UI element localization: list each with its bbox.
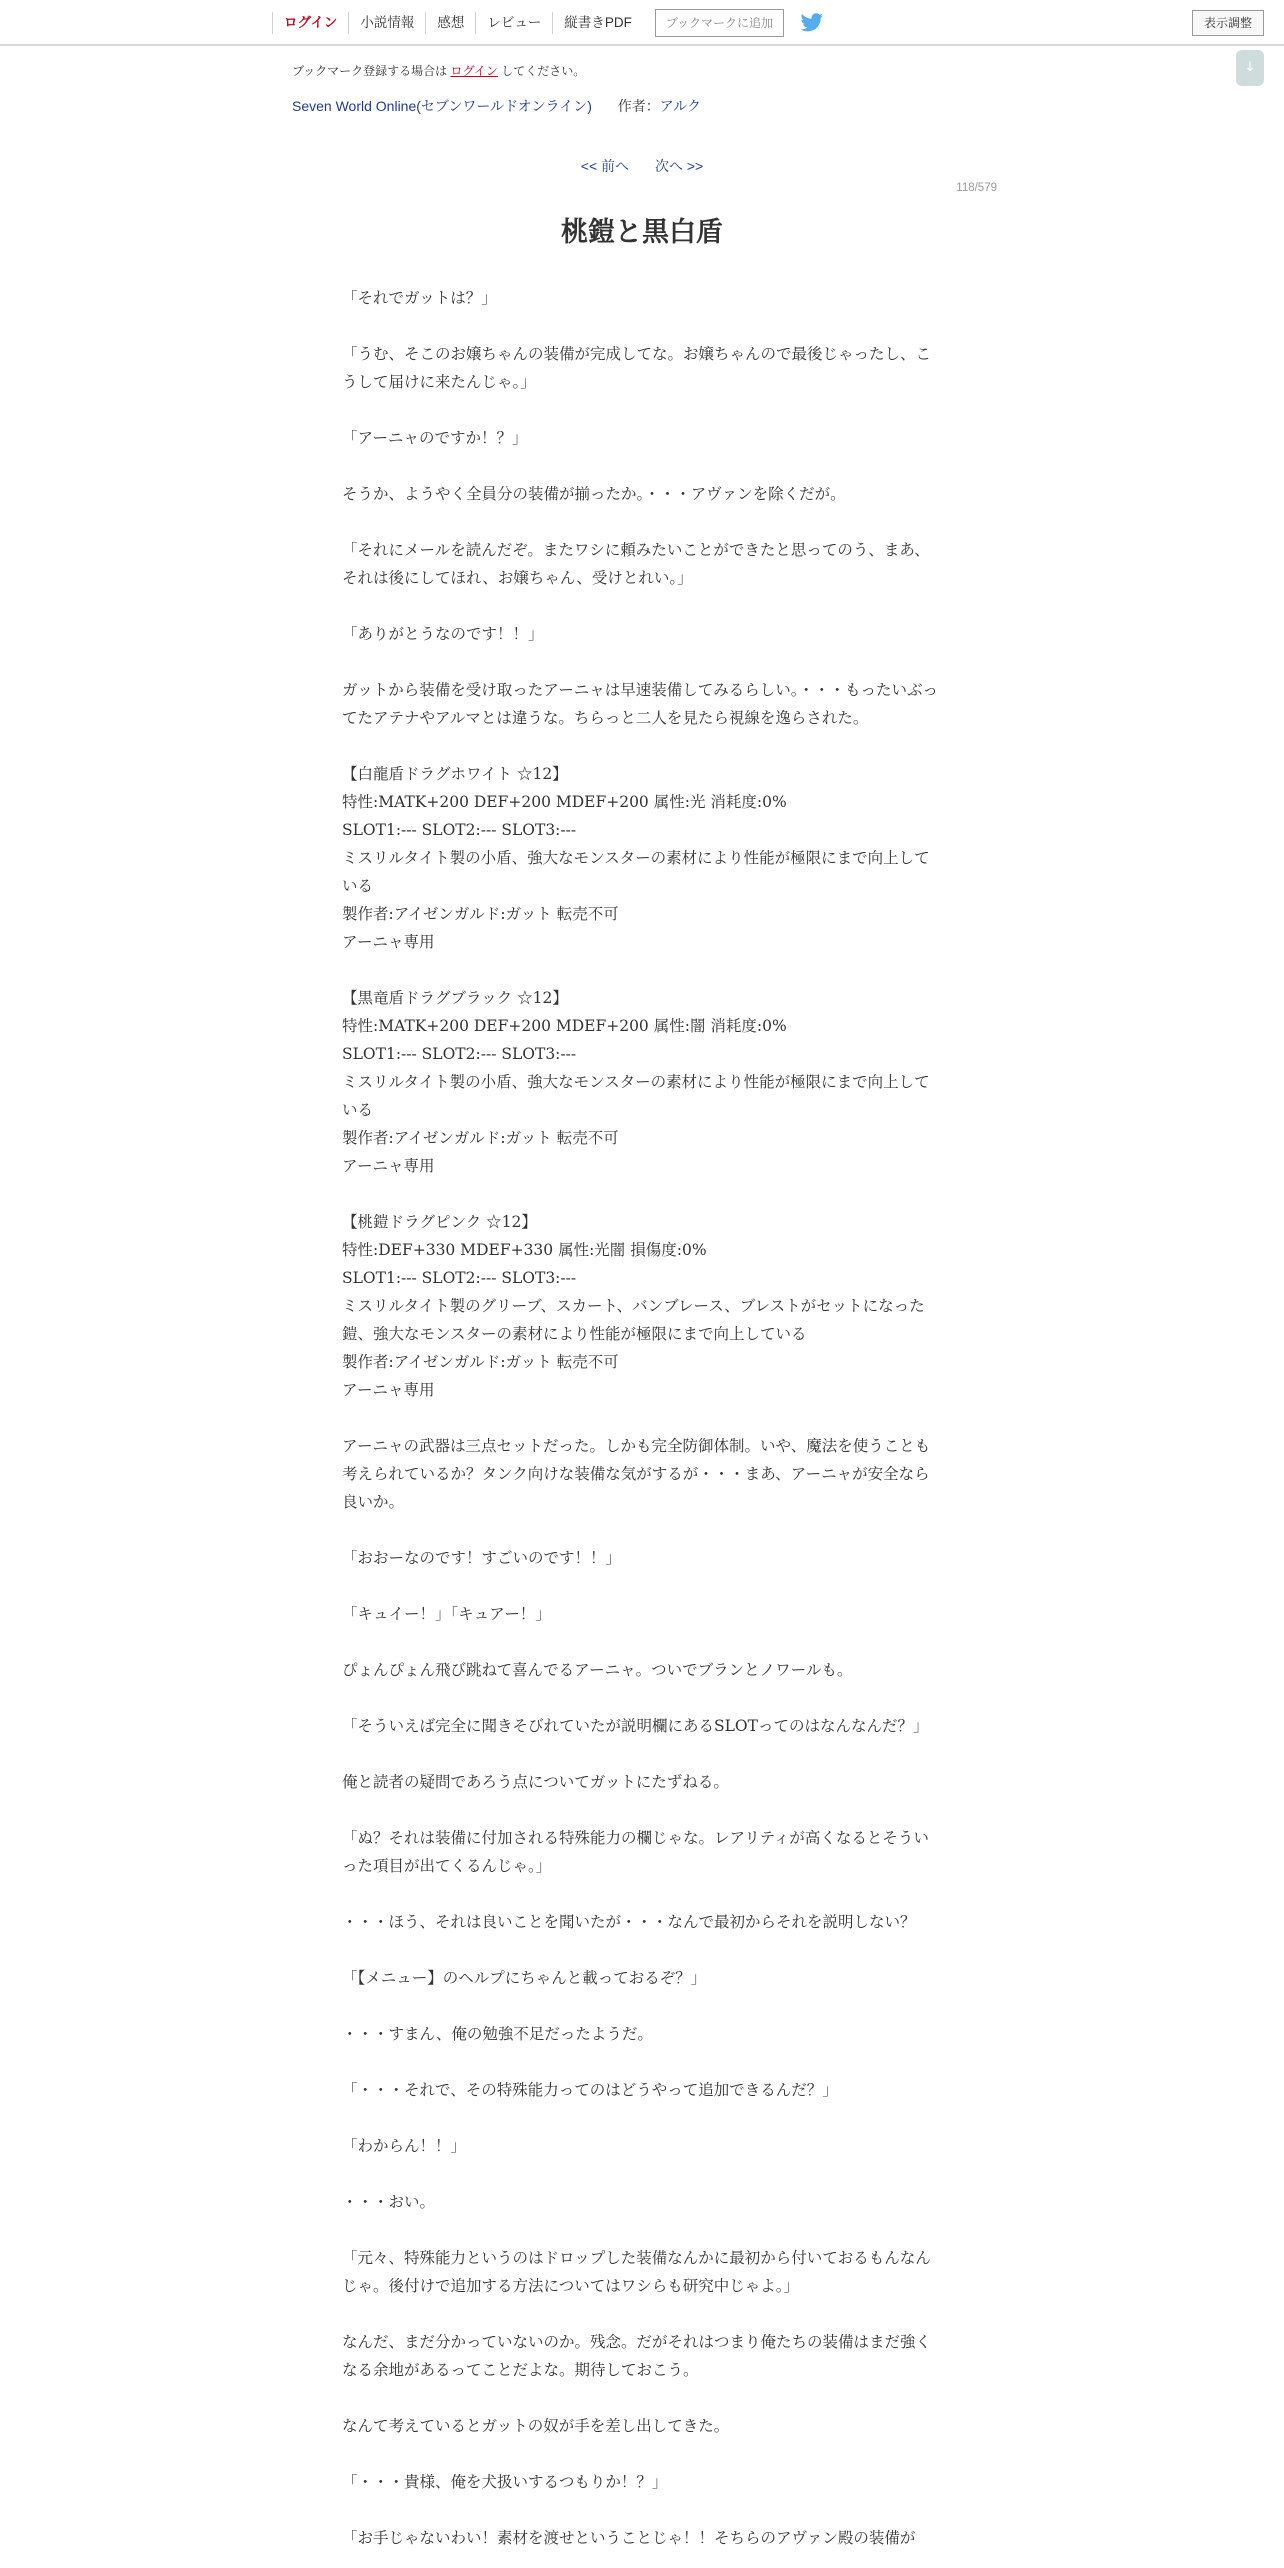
chapter-title: 桃鎧と黒白盾 [561,217,723,248]
body-paragraph: 製作者:アイゼンガルド:ガット 転売不可 [342,905,619,923]
scroll-down-button[interactable]: ↓ [1236,50,1264,86]
body-paragraph: アーニャ専用 [342,1381,435,1399]
series-info [292,96,701,116]
notice-login-link[interactable]: ログイン [450,64,498,78]
blank-line [342,956,942,984]
body-paragraph: 「うむ、そこのお嬢ちゃんの装備が完成してな。お嬢ちゃんので最後じゃったし、こうして届けに来たんじゃ。」 [342,345,932,391]
blank-line [342,1404,942,1432]
chapter-pager [0,156,1284,176]
body-paragraph: 「・・・貴様、俺を犬扱いするつもりか！？」 [342,2473,668,2491]
nav-login-link[interactable]: ログイン [272,12,348,34]
blank-line [342,732,942,760]
body-paragraph: 「わからん！！」 [342,2137,467,2155]
blank-line [342,1796,942,1824]
blank-line [342,648,942,676]
body-paragraph: 特性:DEF+330 MDEF+330 属性:光闇 損傷度:0% [342,1241,707,1259]
body-paragraph: 「それにメールを読んだぞ。またワシに頼みたいことができたと思ってのう、まあ、それは後にしてほれ、お嬢ちゃん、受けとれい。」 [342,541,930,587]
blank-line [342,452,942,480]
body-paragraph: ・・・おい。 [342,2193,436,2211]
body-paragraph: アーニャ専用 [342,933,435,951]
blank-line [342,1572,942,1600]
blank-line [342,592,942,620]
blank-line [342,1516,942,1544]
blank-line [342,1936,942,1964]
body-paragraph: ぴょんぴょん飛び跳ねて喜んでるアーニャ。ついでブランとノワールも。 [342,1661,853,1679]
blank-line [342,2104,942,2132]
blank-line [342,2300,942,2328]
series-title-link[interactable]: Seven World Online(セブンワールドオンライン) [292,98,592,114]
top-navigation-bar [0,0,1284,46]
nav-impressions-link[interactable]: 感想 [425,12,475,34]
body-paragraph: 「お手じゃないわい！素材を渡せということじゃ！！そちらのアヴァン殿の装備が [342,2529,916,2547]
add-bookmark-button[interactable]: ブックマークに追加 [655,9,784,37]
bookmark-login-notice [292,62,585,79]
novel-body [342,284,942,2552]
body-paragraph: そうか、ようやく全員分の装備が揃ったか。・・・アヴァンを除くだが。 [342,485,846,503]
blank-line [342,1880,942,1908]
blank-line [342,2496,942,2524]
body-paragraph: ・・・すまん、俺の勉強不足だったようだ。 [342,2025,653,2043]
body-paragraph: 「おおーなのです！すごいのです！！」 [342,1549,622,1567]
blank-line [342,2048,942,2076]
blank-line [342,508,942,536]
body-paragraph: アーニャ専用 [342,1157,435,1175]
blank-line [342,1628,942,1656]
body-paragraph: 「それでガットは？」 [342,289,497,307]
nav-review-link[interactable]: レビュー [475,12,552,34]
body-paragraph: 俺と読者の疑問であろう点についてガットにたずねる。 [342,1773,729,1791]
blank-line [342,2384,942,2412]
blank-line [342,1684,942,1712]
body-paragraph: ミスリルタイト製のグリーブ、スカート、バンブレース、ブレストがセットになった鎧、強大なモンスターの素材により性能が極限にまで向上している [342,1297,925,1343]
blank-line [342,396,942,424]
body-paragraph: 「アーニャのですか！？」 [342,429,528,447]
body-paragraph: 【白龍盾ドラグホワイト ☆12】 [342,765,568,783]
blank-line [342,1992,942,2020]
nav-vertical-pdf-link[interactable]: 縦書きPDF [552,12,643,34]
next-chapter-link[interactable]: 次へ >> [654,158,704,174]
body-paragraph: ガットから装備を受け取ったアーニャは早速装備してみるらしい。・・・もったいぶってたアテナやアルマとは違うな。ちらっと二人を見たら視線を逸らされた。 [342,681,938,727]
notice-text-before: ブックマーク登録する場合は [292,64,448,78]
body-paragraph: SLOT1:--- SLOT2:--- SLOT3:--- [342,1269,577,1287]
body-paragraph: 「元々、特殊能力というのはドロップした装備なんかに最初から付いておるもんなんじゃ。後付けで追加する方法についてはワシらも研究中じゃよ。」 [342,2249,931,2295]
blank-line [342,2160,942,2188]
body-paragraph: なんだ、まだ分かっていないのか。残念。だがそれはつまり俺たちの装備はまだ強くなる余地があるってことだよな。期待しておこう。 [342,2333,932,2379]
nav-novel-info-link[interactable]: 小説情報 [348,12,425,34]
body-paragraph: 特性:MATK+200 DEF+200 MDEF+200 属性:闇 消耗度:0% [342,1017,787,1035]
twitter-bird-icon[interactable] [800,13,824,33]
body-paragraph: 【黒竜盾ドラグブラック ☆12】 [342,989,568,1007]
body-paragraph: 【桃鎧ドラグピンク ☆12】 [342,1213,537,1231]
body-paragraph: ミスリルタイト製の小盾、強大なモンスターの素材により性能が極限にまで向上している [342,1073,930,1119]
blank-line [342,1740,942,1768]
body-paragraph: 「ありがとうなのです！！」 [342,625,544,643]
chapter-page-indicator: 118/579 [956,182,997,194]
body-paragraph: 「ぬ？それは装備に付加される特殊能力の欄じゃな。レアリティが高くなるとそういった項目が出てくるんじゃ。」 [342,1829,929,1875]
author-link[interactable]: アルク [659,98,701,114]
body-paragraph: なんて考えているとガットの奴が手を差し出してきた。 [342,2417,730,2435]
body-paragraph: アーニャの武器は三点セットだった。しかも完全防御体制。いや、魔法を使うことも考えられているか？タンク向けな装備な気がするが・・・まあ、アーニャが安全なら良いか。 [342,1437,931,1511]
notice-text-after: してください。 [501,64,586,78]
header-nav [272,0,824,46]
blank-line [342,312,942,340]
body-paragraph: SLOT1:--- SLOT2:--- SLOT3:--- [342,1045,577,1063]
body-paragraph: 「・・・それで、その特殊能力ってのはどうやって追加できるんだ？」 [342,2081,838,2099]
author-label: 作者： [617,98,660,114]
blank-line [342,2216,942,2244]
blank-line [342,2440,942,2468]
blank-line [342,1180,942,1208]
display-settings-button[interactable]: 表示調整 [1192,10,1264,36]
body-paragraph: 「【メニュー】のヘルプにちゃんと載っておるぞ？」 [342,1969,707,1987]
body-paragraph: SLOT1:--- SLOT2:--- SLOT3:--- [342,821,577,839]
body-paragraph: 特性:MATK+200 DEF+200 MDEF+200 属性:光 消耗度:0% [342,793,787,811]
body-paragraph: 製作者:アイゼンガルド:ガット 転売不可 [342,1129,619,1147]
prev-chapter-link[interactable]: << 前へ [580,158,630,174]
body-paragraph: 「そういえば完全に聞きそびれていたが説明欄にあるSLOTってのはなんなんだ？」 [342,1717,929,1735]
body-paragraph: 「キュイー！」「キュアー！」 [342,1605,551,1623]
body-paragraph: ・・・ほう、それは良いことを聞いたが・・・なんで最初からそれを説明しない？ [342,1913,916,1931]
body-paragraph: ミスリルタイト製の小盾、強大なモンスターの素材により性能が極限にまで向上している [342,849,930,895]
body-paragraph: 製作者:アイゼンガルド:ガット 転売不可 [342,1353,619,1371]
